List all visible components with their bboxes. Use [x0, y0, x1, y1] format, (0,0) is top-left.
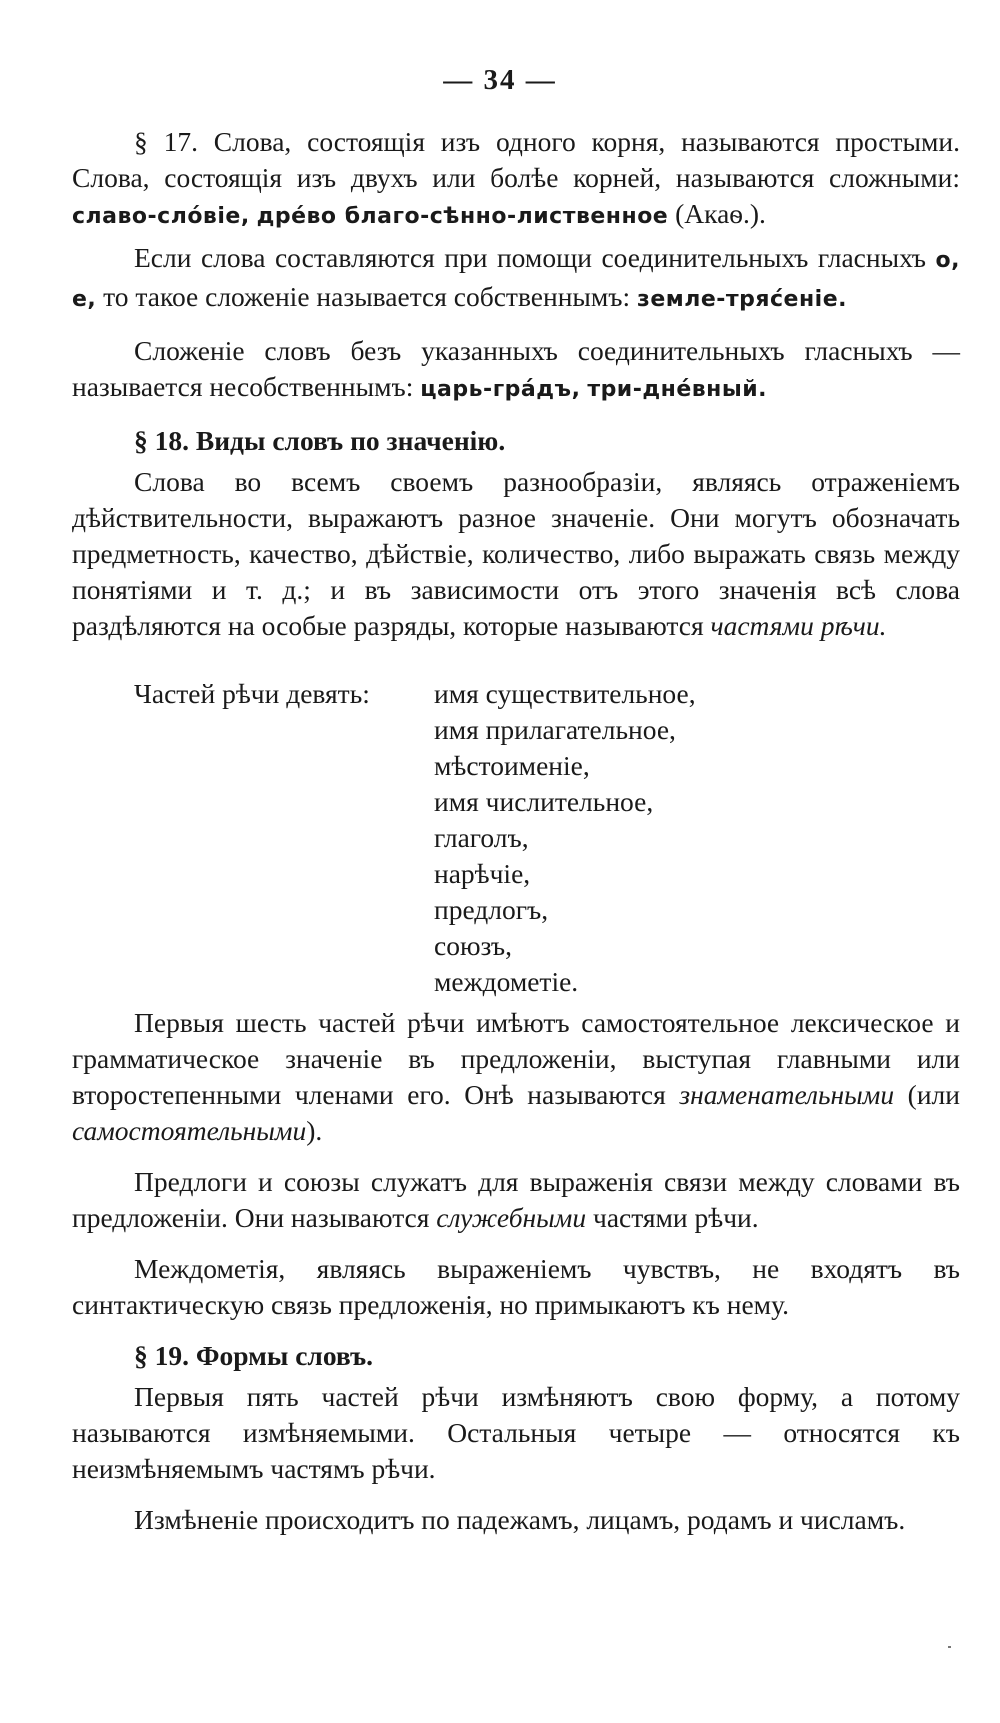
- list-item: имя существительное,: [434, 678, 696, 709]
- s19-heading: § 19. Формы словъ.: [134, 1340, 373, 1371]
- s19-paragraph-2: Измѣненіе происходитъ по падежамъ, лицамъ, родамъ и числамъ.: [134, 1504, 906, 1535]
- church-slavonic-vowels: о, е,: [72, 248, 960, 312]
- s18-p3-text-b: частями рѣчи.: [592, 1202, 759, 1233]
- italic-term: знаменательными: [679, 1079, 895, 1110]
- s17-paragraph-3: [72, 333, 960, 408]
- church-slavonic-example: царь-гра́дъ,: [420, 377, 581, 402]
- list-item: имя числительное,: [434, 786, 654, 817]
- page-number: — 34 —: [443, 64, 557, 96]
- church-slavonic-example: славо-сло́віе,: [72, 204, 250, 229]
- s19-paragraph-1: Первыя пять частей рѣчи измѣняютъ свою форму, а потому называются измѣняемыми. Остальныя четыре — относятся къ неизмѣняемымъ частямъ рѣчи.: [72, 1381, 960, 1484]
- list-item: предлогъ,: [434, 894, 549, 925]
- paper-speck: [948, 1646, 951, 1648]
- s17-p1-source: (Акаѳ.).: [675, 198, 766, 229]
- list-item: союзъ,: [434, 930, 512, 961]
- list-item: междометіе.: [434, 966, 579, 997]
- list-item: глаголъ,: [434, 822, 529, 853]
- s17-paragraph-2: [72, 240, 960, 318]
- page-body: [72, 124, 960, 1538]
- s18-paragraph-4: Междометія, являясь выраженіемъ чувствъ, не входятъ въ синтактическую связь предложенія, но примыкаютъ къ нему.: [72, 1253, 960, 1320]
- s17-p3-text: Сложеніе словъ безъ указанныхъ соединительныхъ гласныхъ — называется несобственнымъ:: [72, 335, 960, 402]
- s17-p2-text: Если слова составляются при помощи соединительныхъ гласныхъ: [134, 242, 926, 273]
- list-item: мѣстоименіе,: [434, 750, 590, 781]
- parts-label: Частей рѣчи девять:: [134, 678, 370, 709]
- italic-term: служебными: [436, 1202, 587, 1233]
- s18-heading: § 18. Виды словъ по значенію.: [134, 425, 506, 456]
- s17-p1-text: § 17. Слова, состоящія изъ одного корня, называются простыми. Слова, состоящія изъ двухъ или болѣе корней, называются сложными:: [72, 126, 960, 193]
- church-slavonic-example: три-дне́вный.: [587, 377, 768, 402]
- church-slavonic-example: земле-тряс́еніе.: [637, 287, 847, 312]
- parts-of-speech-list: [72, 676, 960, 1000]
- list-item: нарѣчіе,: [434, 858, 531, 889]
- s18-paragraph-2: [72, 1005, 960, 1149]
- s18-p2-text-b: (или: [907, 1079, 960, 1110]
- s18-p1-text: Слова во всемъ своемъ разнообразіи, являясь отраженіемъ дѣйствительности, выражаютъ разное значеніе. Они могутъ обозначать предметность, качество, дѣйствіе, количество, либо выражать связь между понятіями и т. д.; и въ зависимости отъ этого значенія всѣ слова раздѣляются на особые разряды, которые называются: [72, 466, 960, 641]
- parts-items: [434, 676, 696, 1000]
- s17-paragraph-1: [72, 124, 960, 235]
- s18-paragraph-3: [72, 1164, 960, 1236]
- s17-p2-text-b: то такое сложеніе называется собственнымъ:: [103, 281, 631, 312]
- list-item: имя прилагательное,: [434, 714, 676, 745]
- s18-paragraph-1: [72, 464, 960, 644]
- s18-p2-text: Первыя шесть частей рѣчи имѣютъ самостоятельное лексическое и грамматическое значеніе въ предложеніи, выступая главными или второстепенными членами его. Онѣ называются: [72, 1007, 960, 1110]
- italic-term: самостоятельными: [72, 1115, 307, 1146]
- church-slavonic-example: дре́во благо-сѣнно-лиственное: [256, 204, 669, 229]
- s18-p2-text-c: ).: [306, 1115, 323, 1146]
- italic-term: частями рѣчи.: [710, 610, 887, 641]
- s18-p3-text: Предлоги и союзы служатъ для выраженія связи между словами въ предложеніи. Они называются: [72, 1166, 960, 1233]
